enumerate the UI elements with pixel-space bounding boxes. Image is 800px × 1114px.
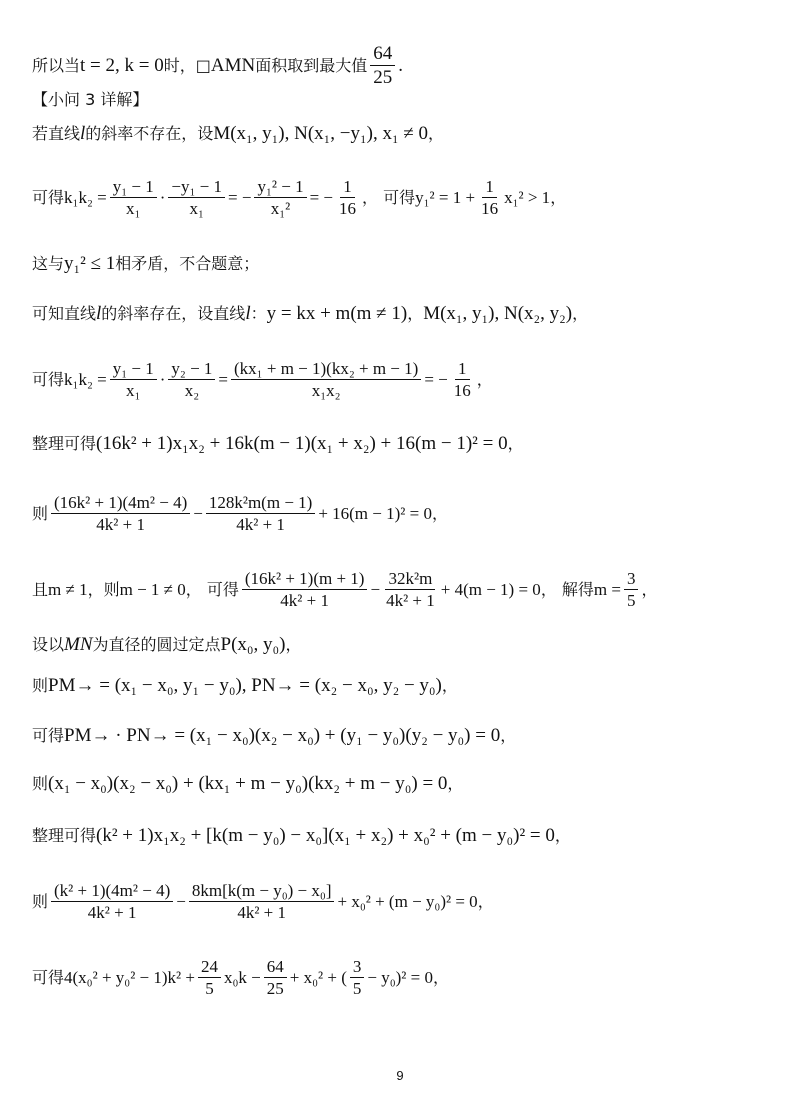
fraction <box>206 494 315 533</box>
numerator: 1 <box>482 178 497 198</box>
text: 整理可得 <box>32 433 97 453</box>
denominator: 4k² + 1 <box>96 515 145 534</box>
fraction <box>110 178 157 217</box>
line-9 <box>32 494 448 533</box>
line-2 <box>32 92 148 108</box>
fraction <box>51 882 173 921</box>
line-7 <box>32 360 493 399</box>
line-1 <box>32 44 403 87</box>
fraction <box>242 570 368 609</box>
text: 可知直线 <box>32 303 97 323</box>
numerator: 3 <box>624 570 639 590</box>
text: ， <box>432 967 449 987</box>
denominator: 25 <box>373 67 393 88</box>
math: y = kx + m(m ≠ 1) <box>266 303 408 324</box>
math: x₁² > 1 <box>504 188 551 207</box>
line-14 <box>32 774 463 793</box>
math: t = 2, k = 0 <box>80 55 164 76</box>
text: 可得 <box>32 369 65 389</box>
denominator: 16 <box>453 381 471 400</box>
fraction <box>451 360 474 399</box>
text: 的斜率不存在，设 <box>85 123 214 143</box>
text: 则 <box>32 891 49 911</box>
fraction <box>198 958 221 997</box>
math: + 16(m − 1)² = 0 <box>318 504 432 523</box>
math: l <box>245 303 251 324</box>
text: 所以当 <box>32 55 81 75</box>
math: − <box>193 504 203 523</box>
denominator: 16 <box>481 199 499 218</box>
text: 的斜率存在，设直线 <box>101 303 246 323</box>
math: 4(x₀² + y₀² − 1)k² + <box>64 968 195 987</box>
fraction <box>51 494 190 533</box>
math: l <box>96 303 102 324</box>
denominator: 4k² + 1 <box>87 903 137 922</box>
text: ， <box>507 433 524 453</box>
fraction <box>168 360 215 399</box>
math: x₀k − <box>224 968 261 987</box>
denominator: x₁ <box>189 199 204 218</box>
line-4 <box>32 178 566 217</box>
math: y₁² ≤ 1 <box>64 253 116 274</box>
text: ， <box>572 303 589 323</box>
math: m ≠ 1 <box>48 580 88 599</box>
line-17 <box>32 958 449 997</box>
page-number: 9 <box>396 1068 404 1083</box>
numerator: (16k² + 1)(m + 1) <box>242 570 368 590</box>
fraction <box>370 44 395 87</box>
text: ， <box>550 187 567 207</box>
numerator: (16k² + 1)(4m² − 4) <box>51 494 190 514</box>
fraction <box>189 882 335 921</box>
text: 相矛盾，不合题意； <box>115 253 260 273</box>
fraction <box>168 178 225 217</box>
denominator: 4k² + 1 <box>236 515 285 534</box>
math: + 4(m − 1) = 0 <box>440 580 541 599</box>
math: = − <box>228 188 252 207</box>
numerator: 1 <box>455 360 470 380</box>
math: P(x₀, y₀) <box>220 634 286 655</box>
line-8 <box>32 434 524 453</box>
denominator: 4k² + 1 <box>386 591 435 610</box>
math: (k² + 1)x₁x₂ + [k(m − y₀) − x₀](x₁ + x₂) + x₀² + (m − y₀)² = 0 <box>96 825 555 846</box>
math: − <box>370 580 381 599</box>
text: ， <box>285 634 302 654</box>
text: ， <box>407 303 424 323</box>
math: m − 1 ≠ 0 <box>119 580 186 599</box>
text: ， <box>441 675 458 695</box>
text: ， <box>431 503 448 523</box>
denominator: 5 <box>352 979 362 998</box>
denominator: x₁ <box>126 381 141 400</box>
numerator: −y₁ − 1 <box>168 178 225 198</box>
text: ， <box>641 579 658 599</box>
numerator: 32k²m <box>385 570 435 590</box>
denominator: 5 <box>205 979 214 998</box>
text: ， 可得 <box>362 187 416 207</box>
math: − <box>176 892 186 911</box>
denominator: 5 <box>626 591 636 610</box>
math: (16k² + 1)x₁x₂ + 16k(m − 1)(x₁ + x₂) + 16(m − 1)² = 0 <box>96 433 508 454</box>
text: ， <box>500 725 517 745</box>
math: − y₀)² = 0 <box>367 968 433 987</box>
numerator: 24 <box>198 958 221 978</box>
math: k₁k₂ = <box>64 188 107 207</box>
text: 为直径的圆过定点 <box>92 634 221 654</box>
numerator: 64 <box>370 44 395 66</box>
numerator: y₁² − 1 <box>254 178 306 198</box>
math: + x₀² + (m − y₀)² = 0 <box>337 892 478 911</box>
denominator: x₁x₂ <box>311 381 341 400</box>
denominator: 4k² + 1 <box>237 903 287 922</box>
text: 若直线 <box>32 123 81 143</box>
denominator: 4k² + 1 <box>280 591 329 610</box>
fraction <box>624 570 639 609</box>
fraction <box>478 178 501 217</box>
line-15 <box>32 826 571 845</box>
line-5 <box>32 254 259 273</box>
line-16 <box>32 882 494 921</box>
text: 这与 <box>32 253 65 273</box>
fraction <box>264 958 287 997</box>
numerator: 128k²m(m − 1) <box>206 494 315 514</box>
denominator: x₂ <box>184 381 200 400</box>
math: M(x₁, y₁), N(x₁, −y₁), x₁ ≠ 0 <box>213 123 428 144</box>
text: ， <box>447 773 464 793</box>
numerator: y₂ − 1 <box>168 360 215 380</box>
math: MN <box>64 634 93 655</box>
numerator: 3 <box>350 958 365 978</box>
fraction <box>231 360 421 399</box>
numerator: 1 <box>340 178 355 198</box>
text: ， <box>428 123 445 143</box>
text: ： <box>250 303 267 323</box>
placeholder-box: □ <box>195 55 211 75</box>
math: + x₀² + ( <box>289 968 347 987</box>
numerator: (k² + 1)(4m² − 4) <box>51 882 173 902</box>
line-12 <box>32 676 458 695</box>
line-10 <box>32 570 657 609</box>
math: . <box>398 55 403 76</box>
text: 面积取到最大值 <box>255 55 368 75</box>
text: ， 可得 <box>185 579 239 599</box>
line-11 <box>32 635 302 654</box>
text: 则 <box>32 503 49 523</box>
text: 设以 <box>32 634 65 654</box>
text: 时， <box>163 55 196 75</box>
section-heading: 【小问 3 详解】 <box>32 90 149 109</box>
numerator: (kx₁ + m − 1)(kx₂ + m − 1) <box>231 360 421 380</box>
text: 可得 <box>32 187 65 207</box>
numerator: 8km[k(m − y₀) − x₀] <box>189 882 335 902</box>
denominator: 25 <box>266 979 284 998</box>
math: y₁² = 1 + <box>415 188 476 207</box>
denominator: x₁² <box>270 199 291 218</box>
math: AMN <box>210 55 256 76</box>
line-13 <box>32 726 516 745</box>
math: = − <box>424 370 448 389</box>
text: ， <box>477 891 494 911</box>
text: 可得 <box>32 725 65 745</box>
line-6 <box>32 304 588 323</box>
math: M(x₁, y₁), N(x₂, y₂) <box>423 303 573 324</box>
text: 则 <box>32 773 49 793</box>
math: (x₁ − x₀)(x₂ − x₀) + (kx₁ + m − y₀)(kx₂ + m − y₀) = 0 <box>48 773 448 794</box>
denominator: 16 <box>339 199 357 218</box>
text: ， <box>554 825 571 845</box>
numerator: y₁ − 1 <box>110 178 157 198</box>
fraction <box>336 178 359 217</box>
math: · <box>159 370 166 389</box>
math: = <box>218 370 229 389</box>
math: PM→ = (x₁ − x₀, y₁ − y₀), PN→ = (x₂ − x₀, y₂ − y₀) <box>48 675 442 696</box>
fraction <box>383 570 438 609</box>
text: 可得 <box>32 967 65 987</box>
fraction <box>350 958 365 997</box>
math: = − <box>309 188 334 207</box>
fraction <box>254 178 306 217</box>
math: k₁k₂ = <box>64 370 107 389</box>
text: 则 <box>32 675 49 695</box>
text: ，则 <box>87 579 120 599</box>
text: ， 解得 <box>540 579 594 599</box>
text: ， <box>476 369 493 389</box>
math: l <box>80 123 86 144</box>
fraction <box>110 360 157 399</box>
text: 且 <box>32 579 49 599</box>
math: · <box>159 188 166 207</box>
text: 整理可得 <box>32 825 97 845</box>
line-3 <box>32 124 444 143</box>
numerator: y₁ − 1 <box>110 360 157 380</box>
numerator: 64 <box>264 958 287 978</box>
math: m = <box>593 580 621 599</box>
denominator: x₁ <box>126 199 141 218</box>
math: PM→ · PN→ = (x₁ − x₀)(x₂ − x₀) + (y₁ − y₀)(y₂ − y₀) = 0 <box>64 725 501 746</box>
